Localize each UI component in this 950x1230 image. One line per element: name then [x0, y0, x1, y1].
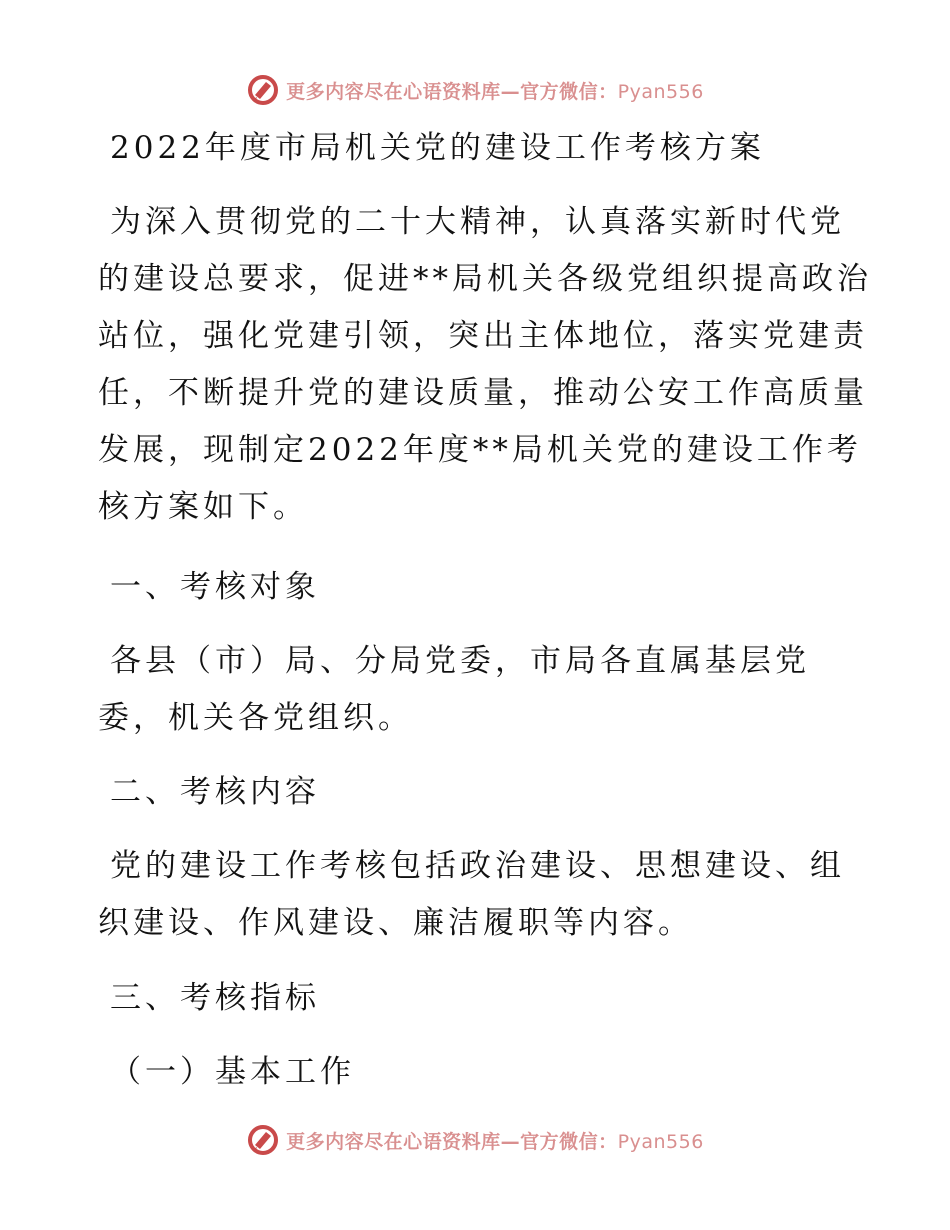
intro-line-6: 核方案如下。 — [98, 489, 308, 525]
footer-watermark — [0, 1120, 950, 1160]
intro-line-4: 任，不断提升党的建设质量，推动公安工作高质量 — [98, 375, 868, 411]
watermark-logo-icon — [246, 73, 280, 107]
subsection-heading-1: （一）基本工作 — [110, 1054, 355, 1090]
intro-line-5: 发展，现制定2022年度**局机关党的建设工作考 — [98, 432, 862, 468]
section2-line-2: 织建设、作风建设、廉洁履职等内容。 — [98, 905, 693, 941]
section1-line-2: 委，机关各党组织。 — [98, 700, 413, 736]
intro-line-1: 为深入贯彻党的二十大精神，认真落实新时代党 — [110, 204, 845, 240]
section2-line-1: 党的建设工作考核包括政治建设、思想建设、组 — [110, 848, 845, 884]
intro-line-2: 的建设总要求，促进**局机关各级党组织提高政治 — [98, 261, 872, 297]
watermark-text: 更多内容尽在心语资料库—官方微信： — [286, 80, 618, 103]
watermark-wechat-id: Pyan556 — [617, 1130, 704, 1153]
watermark-text: 更多内容尽在心语资料库—官方微信： — [286, 1130, 618, 1153]
section1-line-1: 各县（市）局、分局党委，市局各直属基层党 — [110, 643, 810, 679]
section-heading-2: 二、考核内容 — [110, 774, 320, 810]
watermark-wechat-id: Pyan556 — [617, 80, 704, 103]
header-watermark — [0, 70, 950, 110]
section-heading-1: 一、考核对象 — [110, 569, 320, 605]
watermark-logo-icon — [246, 1123, 280, 1157]
section-heading-3: 三、考核指标 — [110, 980, 320, 1016]
document-title: 2022年度市局机关党的建设工作考核方案 — [110, 130, 765, 166]
intro-line-3: 站位，强化党建引领，突出主体地位，落实党建责 — [98, 318, 868, 354]
